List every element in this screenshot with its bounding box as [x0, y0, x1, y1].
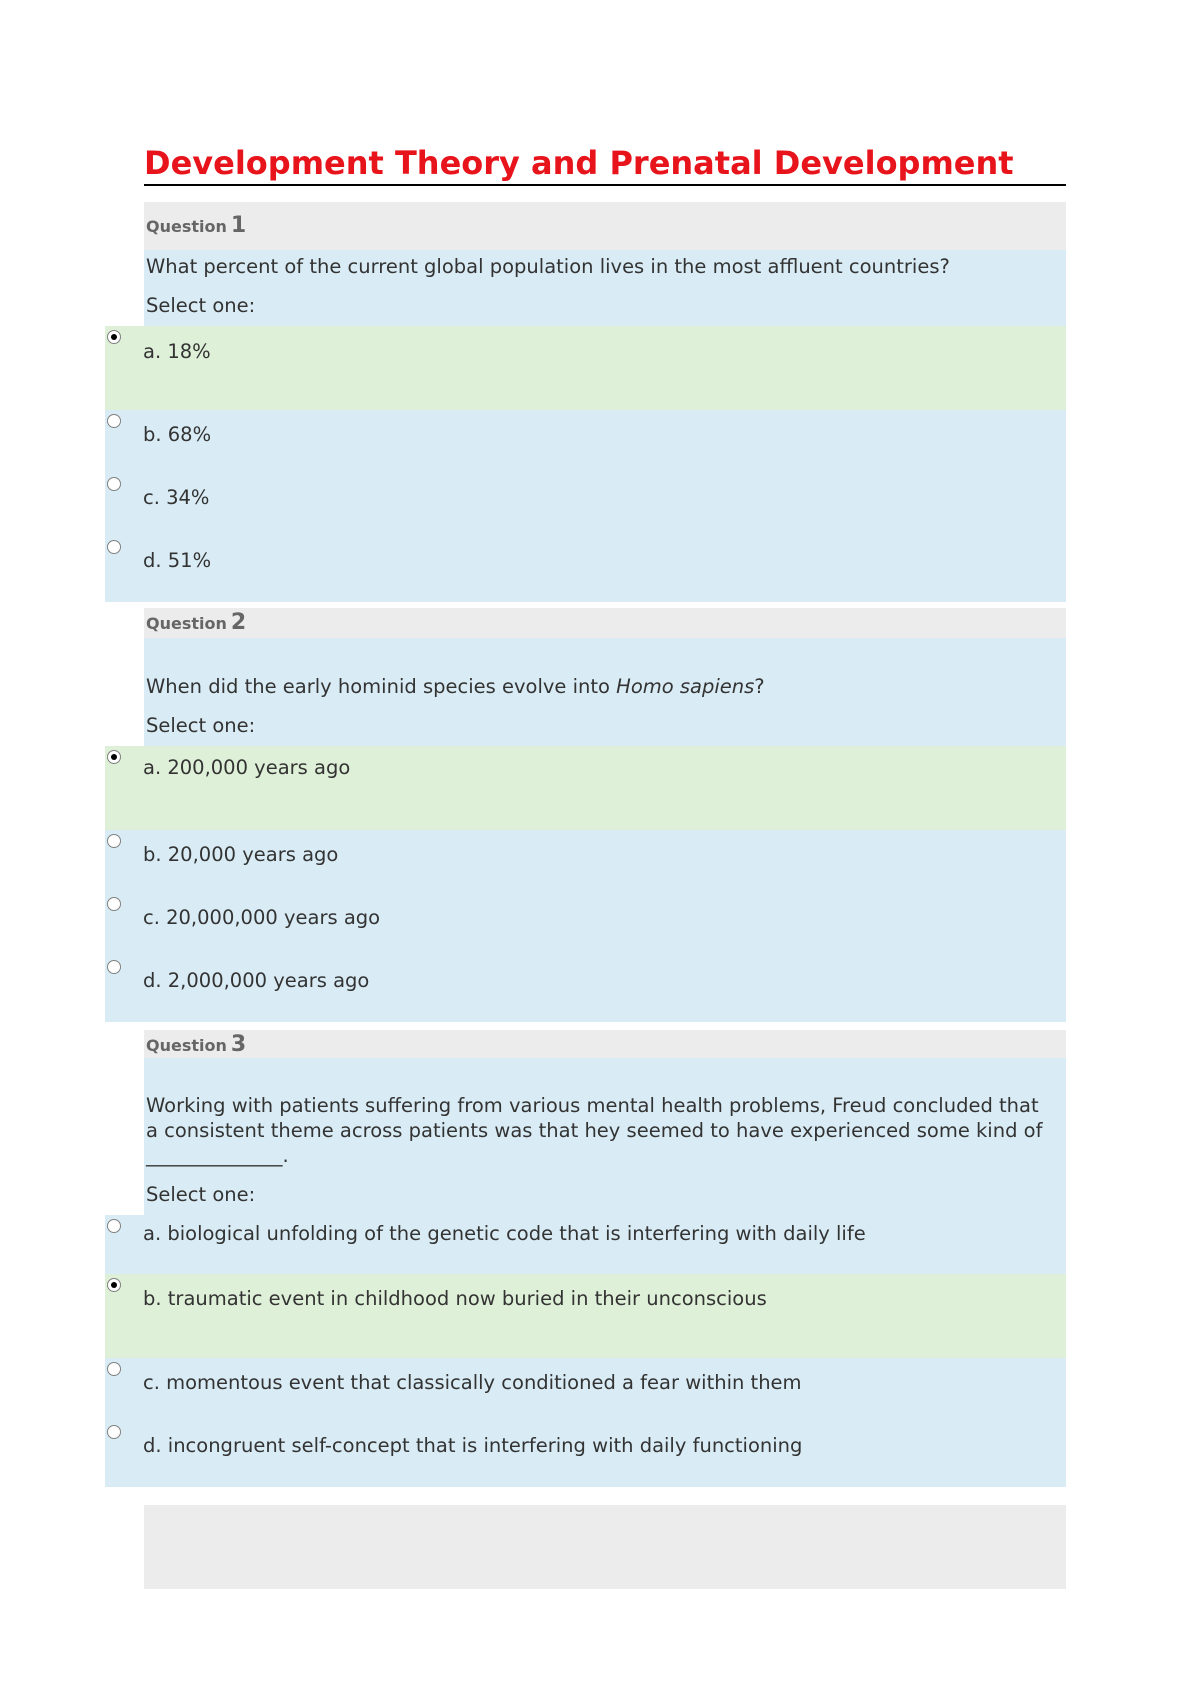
option-label: a. biological unfolding of the genetic code that is interfering with daily life: [143, 1222, 866, 1245]
option-c[interactable]: [105, 1358, 1066, 1421]
option-c[interactable]: [105, 473, 1066, 536]
option-label: c. momentous event that classically conditioned a fear within them: [143, 1371, 802, 1394]
option-a[interactable]: [105, 326, 1066, 410]
page-title: Development Theory and Prenatal Development: [144, 144, 1014, 182]
option-a[interactable]: [105, 746, 1066, 830]
question-text: Working with patients suffering from various mental health problems, Freud concluded that a consistent theme across patients was that hey seemed to have experienced some kind of ______________.: [146, 1094, 1043, 1167]
radio-checked[interactable]: [107, 1278, 121, 1292]
title-divider: [144, 184, 1066, 186]
options-list: [105, 326, 1066, 602]
option-label: d. 2,000,000 years ago: [143, 969, 370, 992]
option-label: c. 34%: [143, 486, 210, 509]
question-header: [144, 202, 1066, 250]
option-c[interactable]: [105, 893, 1066, 956]
question-body: [144, 1058, 1066, 1215]
radio-unchecked[interactable]: [107, 477, 121, 491]
option-b[interactable]: [105, 410, 1066, 473]
select-one-label: Select one:: [146, 1183, 256, 1206]
radio-checked[interactable]: [107, 330, 121, 344]
question-text: What percent of the current global population lives in the most affluent countries?: [146, 255, 950, 278]
radio-unchecked[interactable]: [107, 540, 121, 554]
question-label: Question: [146, 217, 227, 236]
option-label: d. 51%: [143, 549, 212, 572]
question-body: [144, 638, 1066, 746]
radio-unchecked[interactable]: [107, 897, 121, 911]
options-list: [105, 1215, 1066, 1487]
option-label: a. 18%: [143, 340, 211, 363]
option-d[interactable]: [105, 536, 1066, 602]
question-1: [105, 202, 1066, 602]
option-label: d. incongruent self-concept that is interfering with daily functioning: [143, 1434, 803, 1457]
option-label: b. traumatic event in childhood now buried in their unconscious: [143, 1287, 767, 1310]
select-one-label: Select one:: [146, 294, 256, 317]
radio-unchecked[interactable]: [107, 834, 121, 848]
question-text-part: When did the early hominid species evolve into: [146, 675, 617, 698]
option-d[interactable]: [105, 1421, 1066, 1487]
option-label: b. 20,000 years ago: [143, 843, 339, 866]
options-list: [105, 746, 1066, 1022]
question-number: 2: [230, 610, 247, 635]
question-2: [105, 608, 1066, 1022]
question-label: Question: [146, 1036, 227, 1055]
question-3: [105, 1030, 1066, 1487]
option-b[interactable]: [105, 830, 1066, 893]
radio-unchecked[interactable]: [107, 1425, 121, 1439]
radio-unchecked[interactable]: [107, 1219, 121, 1233]
species-name: Homo sapiens: [616, 675, 755, 698]
radio-unchecked[interactable]: [107, 414, 121, 428]
question-text: [146, 674, 1052, 699]
empty-panel: [144, 1505, 1066, 1589]
question-body: [144, 250, 1066, 326]
option-b[interactable]: [105, 1274, 1066, 1358]
question-header: [144, 1030, 1066, 1058]
question-text-part: ?: [754, 675, 765, 698]
question-header: [144, 608, 1066, 638]
radio-unchecked[interactable]: [107, 1362, 121, 1376]
radio-checked[interactable]: [107, 750, 121, 764]
question-number: 1: [230, 213, 247, 238]
option-a[interactable]: [105, 1215, 1066, 1274]
option-d[interactable]: [105, 956, 1066, 1022]
question-label: Question: [146, 614, 227, 633]
option-label: b. 68%: [143, 423, 212, 446]
option-label: a. 200,000 years ago: [143, 756, 351, 779]
question-number: 3: [230, 1032, 247, 1057]
radio-unchecked[interactable]: [107, 960, 121, 974]
option-label: c. 20,000,000 years ago: [143, 906, 381, 929]
select-one-label: Select one:: [146, 714, 256, 737]
